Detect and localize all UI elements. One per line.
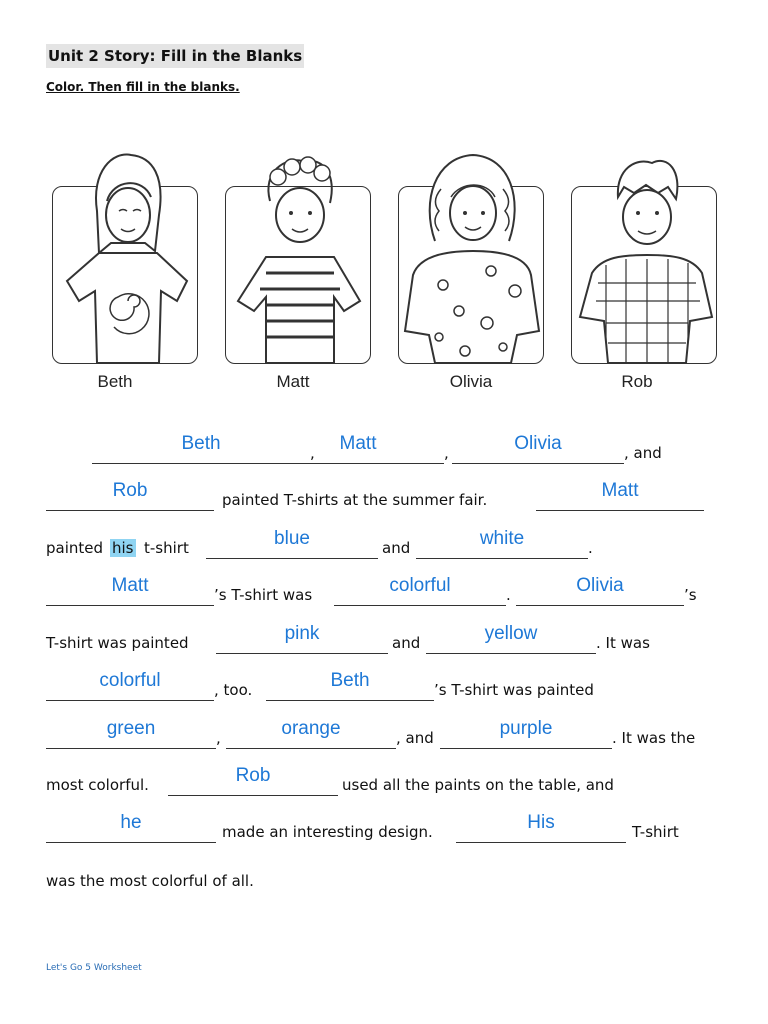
blank-20[interactable] (456, 812, 626, 843)
answer-3: Olivia (514, 433, 562, 454)
story-text: . It was the (612, 729, 696, 747)
story-text: was the most colorful of all. (46, 872, 254, 890)
story-text: and (382, 539, 411, 557)
blank-15[interactable] (46, 718, 216, 749)
blank-19[interactable] (46, 812, 216, 843)
blank-9[interactable] (334, 575, 506, 606)
answer-13: colorful (99, 670, 161, 691)
story-text: painted T-shirts at the summer fair. (222, 491, 488, 509)
story-text: , (310, 444, 315, 462)
answer-15: green (106, 718, 156, 739)
blank-4[interactable] (46, 480, 214, 511)
blank-8[interactable] (46, 575, 214, 606)
story-text: , and (396, 729, 434, 747)
story-text: T-shirt (632, 823, 679, 841)
answer-6: blue (274, 528, 310, 549)
answer-19: he (120, 812, 142, 833)
blank-2[interactable] (272, 433, 444, 464)
name-matt: Matt (276, 372, 310, 391)
blank-10[interactable] (516, 575, 684, 606)
answer-5: Matt (601, 480, 639, 501)
answer-1: Beth (181, 433, 221, 454)
answer-8: Matt (111, 575, 149, 596)
story-text: , (444, 444, 449, 462)
story-text: . (588, 539, 593, 557)
story-text: and (392, 634, 421, 652)
answer-4: Rob (112, 480, 148, 501)
story-text: ’s (684, 586, 697, 604)
name-beth: Beth (97, 372, 133, 391)
footer-text: Let's Go 5 Worksheet (46, 963, 142, 973)
answer-20: His (527, 812, 555, 833)
story-text: . It was (596, 634, 650, 652)
blank-13[interactable] (46, 670, 214, 701)
blank-7[interactable] (416, 528, 588, 559)
story-text: , and (624, 444, 662, 462)
story-text: ’s T-shirt was painted (434, 681, 594, 699)
story-text: used all the paints on the table, and (342, 776, 614, 794)
story-text: ’s T-shirt was (214, 586, 313, 604)
blank-18[interactable] (168, 765, 338, 796)
answer-14: Beth (330, 670, 370, 691)
answer-10: Olivia (576, 575, 624, 596)
name-olivia: Olivia (449, 372, 493, 391)
portrait-matt (225, 186, 371, 364)
story-text: , (216, 729, 221, 747)
portrait-beth (52, 186, 198, 364)
blank-12[interactable] (426, 623, 596, 654)
name-rob: Rob (621, 372, 653, 391)
blank-3[interactable] (452, 433, 624, 464)
answer-17: purple (499, 718, 553, 739)
matt-drawing (226, 141, 372, 363)
olivia-drawing (399, 141, 545, 363)
story-text: T-shirt was painted (46, 634, 189, 652)
highlighted-word: his (112, 539, 134, 557)
rob-drawing (572, 141, 718, 363)
answer-18: Rob (235, 765, 271, 786)
answer-7: white (479, 528, 525, 549)
story-text: . (506, 586, 511, 604)
blank-6[interactable] (206, 528, 378, 559)
beth-drawing (53, 141, 199, 363)
portrait-rob (571, 186, 717, 364)
blank-14[interactable] (266, 670, 434, 701)
answer-2: Matt (339, 433, 377, 454)
story-text: most colorful. (46, 776, 149, 794)
answer-12: yellow (484, 623, 538, 644)
story-text: , too. (214, 681, 253, 699)
answer-16: orange (281, 718, 341, 739)
story-text: t-shirt (144, 539, 189, 557)
page-title: Unit 2 Story: Fill in the Blanks (46, 44, 304, 68)
instruction-text: Color. Then fill in the blanks. (46, 80, 240, 94)
blank-5[interactable] (536, 480, 704, 511)
blank-11[interactable] (216, 623, 388, 654)
answer-9: colorful (389, 575, 451, 596)
blank-16[interactable] (226, 718, 396, 749)
story-text: made an interesting design. (222, 823, 433, 841)
story-text: painted (46, 539, 104, 557)
blank-17[interactable] (440, 718, 612, 749)
answer-11: pink (284, 623, 320, 644)
portrait-olivia (398, 186, 544, 364)
